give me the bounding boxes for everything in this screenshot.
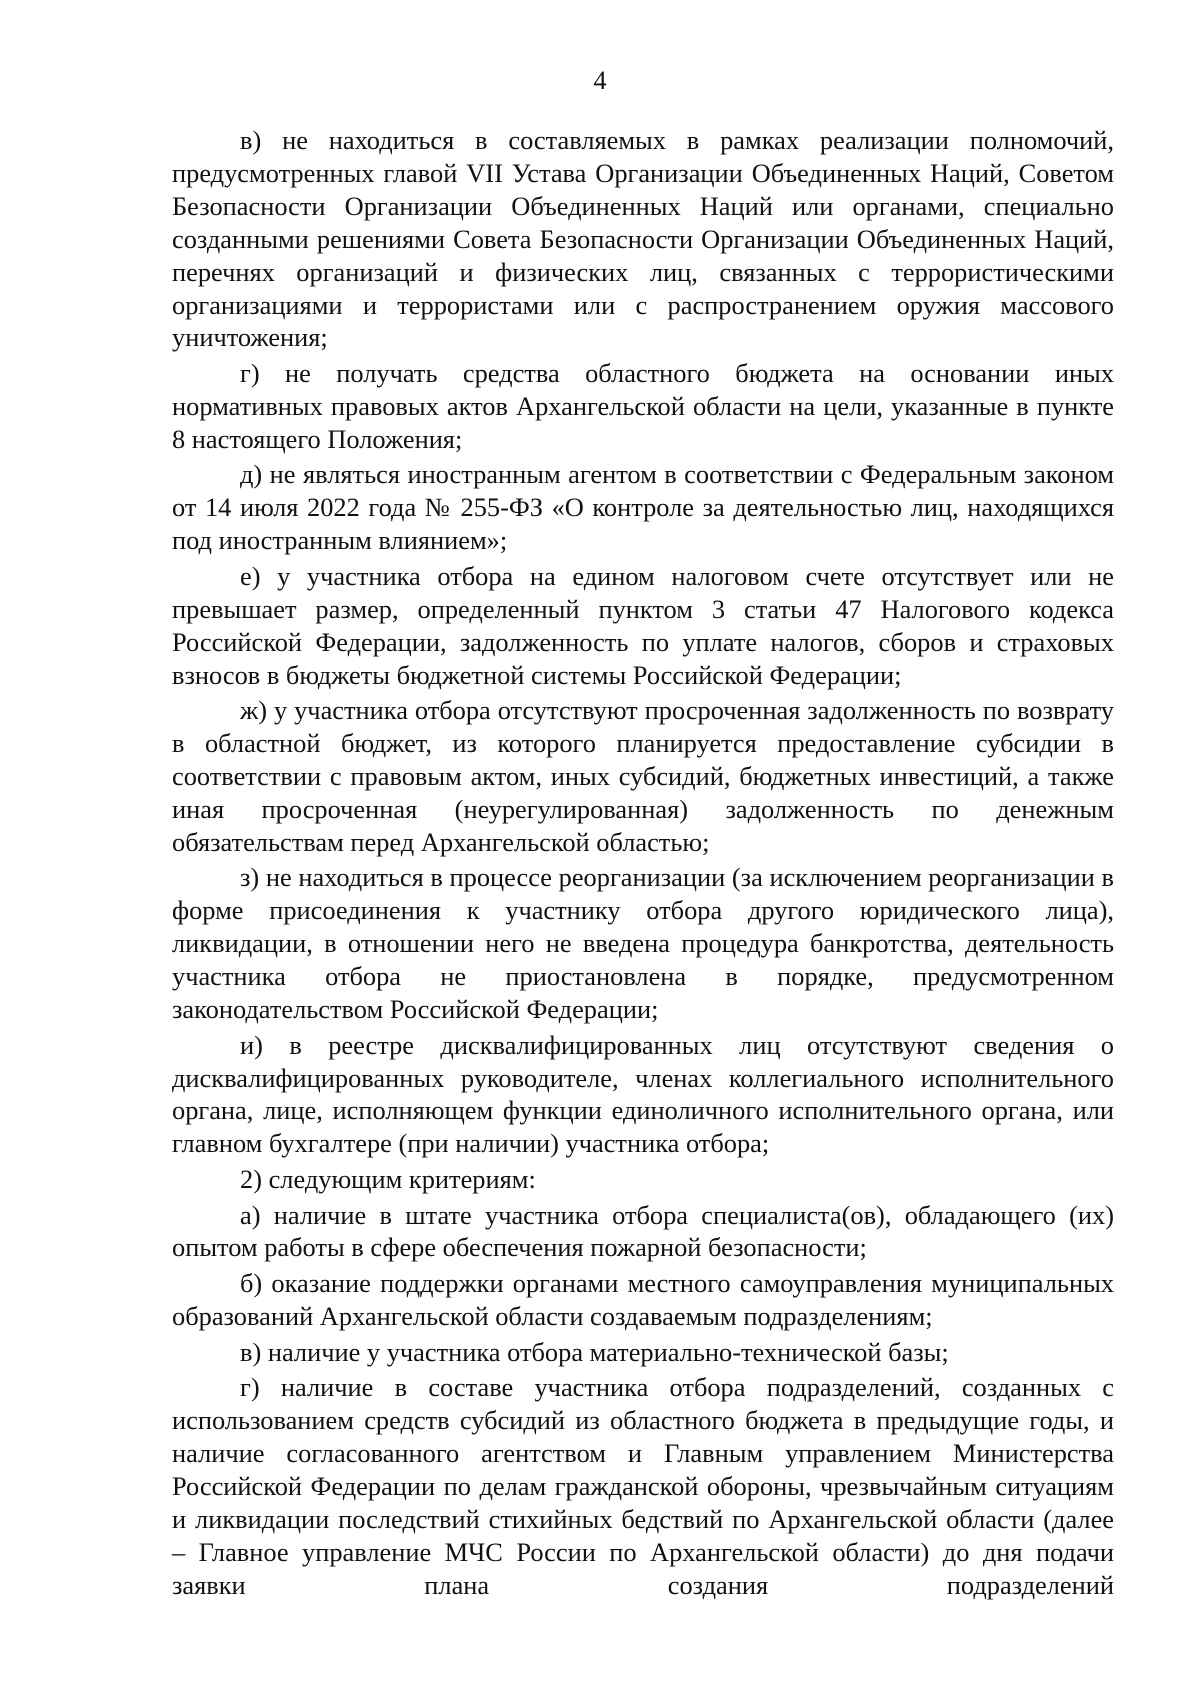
paragraph-b-local-support: б) оказание поддержки органами местного самоуправления муниципальных образований Архангельской области создаваемым подразделениям; bbox=[172, 1268, 1114, 1331]
paragraph-g-existing-units: г) наличие в составе участника отбора подразделений, созданных с использованием средств субсидий из областного бюджета в предыдущие годы, и наличие согласованного агентством и Главным управлением Министерства Российской Федерации по делам гражданской обороны, чрезвычайным ситуациям и ликвидации последствий стихийных бедствий по Архангельской области (далее – Главное управление МЧС России по Архангельской области) до дня подачи заявки плана создания подразделений bbox=[172, 1372, 1114, 1600]
paragraph-z-reorganization: з) не находиться в процессе реорганизации (за исключением реорганизации в форме присоединения к участнику отбора другого юридического лица), ликвидации, в отношении него не введена процедура банкротства, деятельность участника отбора не приостановлена в порядке, предусмотренном законодательством Российской Федерации; bbox=[172, 862, 1114, 1024]
paragraph-2-criteria: 2) следующим критериям: bbox=[240, 1163, 536, 1194]
page-number: 4 bbox=[593, 66, 607, 95]
paragraph-v-material-base: в) наличие у участника отбора материально-технической базы; bbox=[240, 1336, 949, 1367]
paragraph-v-un-lists: в) не находиться в составляемых в рамках реализации полномочий, предусмотренных главой VII Устава Организации Объединенных Наций, Советом Безопасности Организации Объединенных Наций или органами, специально созданными решениями Совета Безопасности Организации Объединенных Наций, перечнях организаций и физических лиц, связанных с террористическими организациями и террористами или с распространением оружия массового уничтожения; bbox=[172, 125, 1114, 353]
paragraph-d-foreign-agent: д) не являться иностранным агентом в соответствии с Федеральным законом от 14 июля 2022 года № 255-ФЗ «О контроле за деятельностью лиц, находящихся под иностранным влиянием»; bbox=[172, 459, 1114, 556]
paragraph-zh-overdue-debt: ж) у участника отбора отсутствуют просроченная задолженность по возврату в областной бюджет, из которого планируется предоставление субсидии в соответствии с правовым актом, иных субсидий, бюджетных инвестиций, а также иная просроченная (неурегулированная) задолженность по денежным обязательствам перед Архангельской областью; bbox=[172, 695, 1114, 857]
paragraph-a-specialists: а) наличие в штате участника отбора специалиста(ов), обладающего (их) опытом работы в сфере обеспечения пожарной безопасности; bbox=[172, 1199, 1114, 1263]
paragraph-i-disqualified-persons: и) в реестре дисквалифицированных лиц отсутствуют сведения о дисквалифицированных руководителе, членах коллегиального исполнительного органа, лице, исполняющем функции единоличного исполнительного органа, или главном бухгалтере (при наличии) участника отбора; bbox=[172, 1029, 1114, 1159]
document-body bbox=[172, 124, 1114, 1604]
paragraph-g-budget-funds: г) не получать средства областного бюджета на основании иных нормативных правовых актов Архангельской области на цели, указанные в пункте 8 настоящего Положения; bbox=[172, 358, 1114, 454]
paragraph-e-tax-debt: е) у участника отбора на едином налоговом счете отсутствует или не превышает размер, определенный пунктом 3 статьи 47 Налогового кодекса Российской Федерации, задолженность по уплате налогов, сборов и страховых взносов в бюджеты бюджетной системы Российской Федерации; bbox=[172, 560, 1114, 690]
